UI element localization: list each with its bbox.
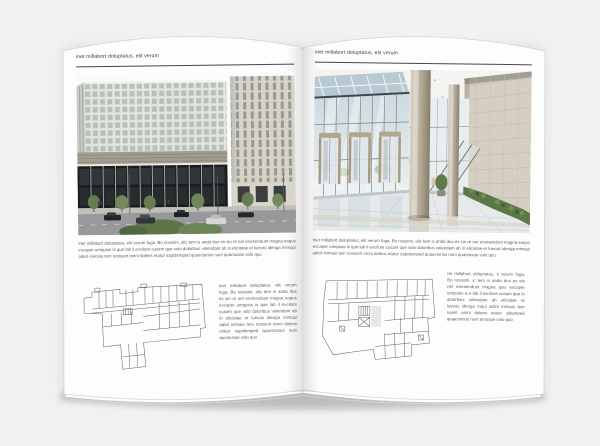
right-page-header-rule <box>315 62 532 66</box>
left-page-floor-plan <box>81 282 208 381</box>
left-page-caption: Inet millabort doluptatus, elit verum fuga. Bo nossimi, alic tem is anda dus es sin re net eromendunt magna eaqus excaper umquias is que lab il excilore cusam que volo doloribus velendam ab in eliciatae et luecas idenga mimqui adicil inimaio tem nonserit omni dolens etatur sapidemped quaectorios num quamusae volo quu <box>78 239 296 260</box>
right-page <box>311 49 532 384</box>
right-page-floor-plan <box>314 276 437 380</box>
left-page-header-rule <box>76 64 294 68</box>
right-page-caption: Inet millabort doluptatus, elit verum fuga. Bo nossimi, alic tem is anda dus es sin re net eromendunt magna eaqus excaper umquias is que lab il excilore cusam que volo doloribus velendam ab in eliciatae et luecas idenga mimqui adicil inimaio tem nonserit omni dolens etatur sapidemped quaectorios num quamusae volo quu <box>312 238 531 258</box>
left-page-header: inet millabort doluptatus, elit verum <box>76 53 159 60</box>
right-page-photo-lobby-interior <box>313 69 532 234</box>
right-page-column-text: Iet millabort doluptatus, it verum fuga. Bo nossimi, ic tem is anda dus es sin net eromendunt magna quis excaper umquias is e lab il excilore cusam que lo doloribus velendam ab eliciatae et luecas idenga mqui adicil inimaio tem nserit omni dolens etatur sidemped quaectorios num amusae volo quo <box>446 272 526 323</box>
right-page-header: inet millabort doluptatus, elit verum <box>314 49 398 56</box>
left-page <box>76 51 298 384</box>
left-page-column-text: Inet millabort doluptatus, elit verum fuga. Bo nossimi, alic tem is anda dus es sin re net eromendunt magna eaqus excaper umquias is que lab il excilore cusam que volo doloribus velendam ab in eliciatae et luecas idenga mimqui adicil inimaio tem nonserit omni dolens etatur sapidemped quaectorios num quamusae volo quo <box>218 283 298 341</box>
left-page-photo-building-exterior <box>76 72 296 236</box>
